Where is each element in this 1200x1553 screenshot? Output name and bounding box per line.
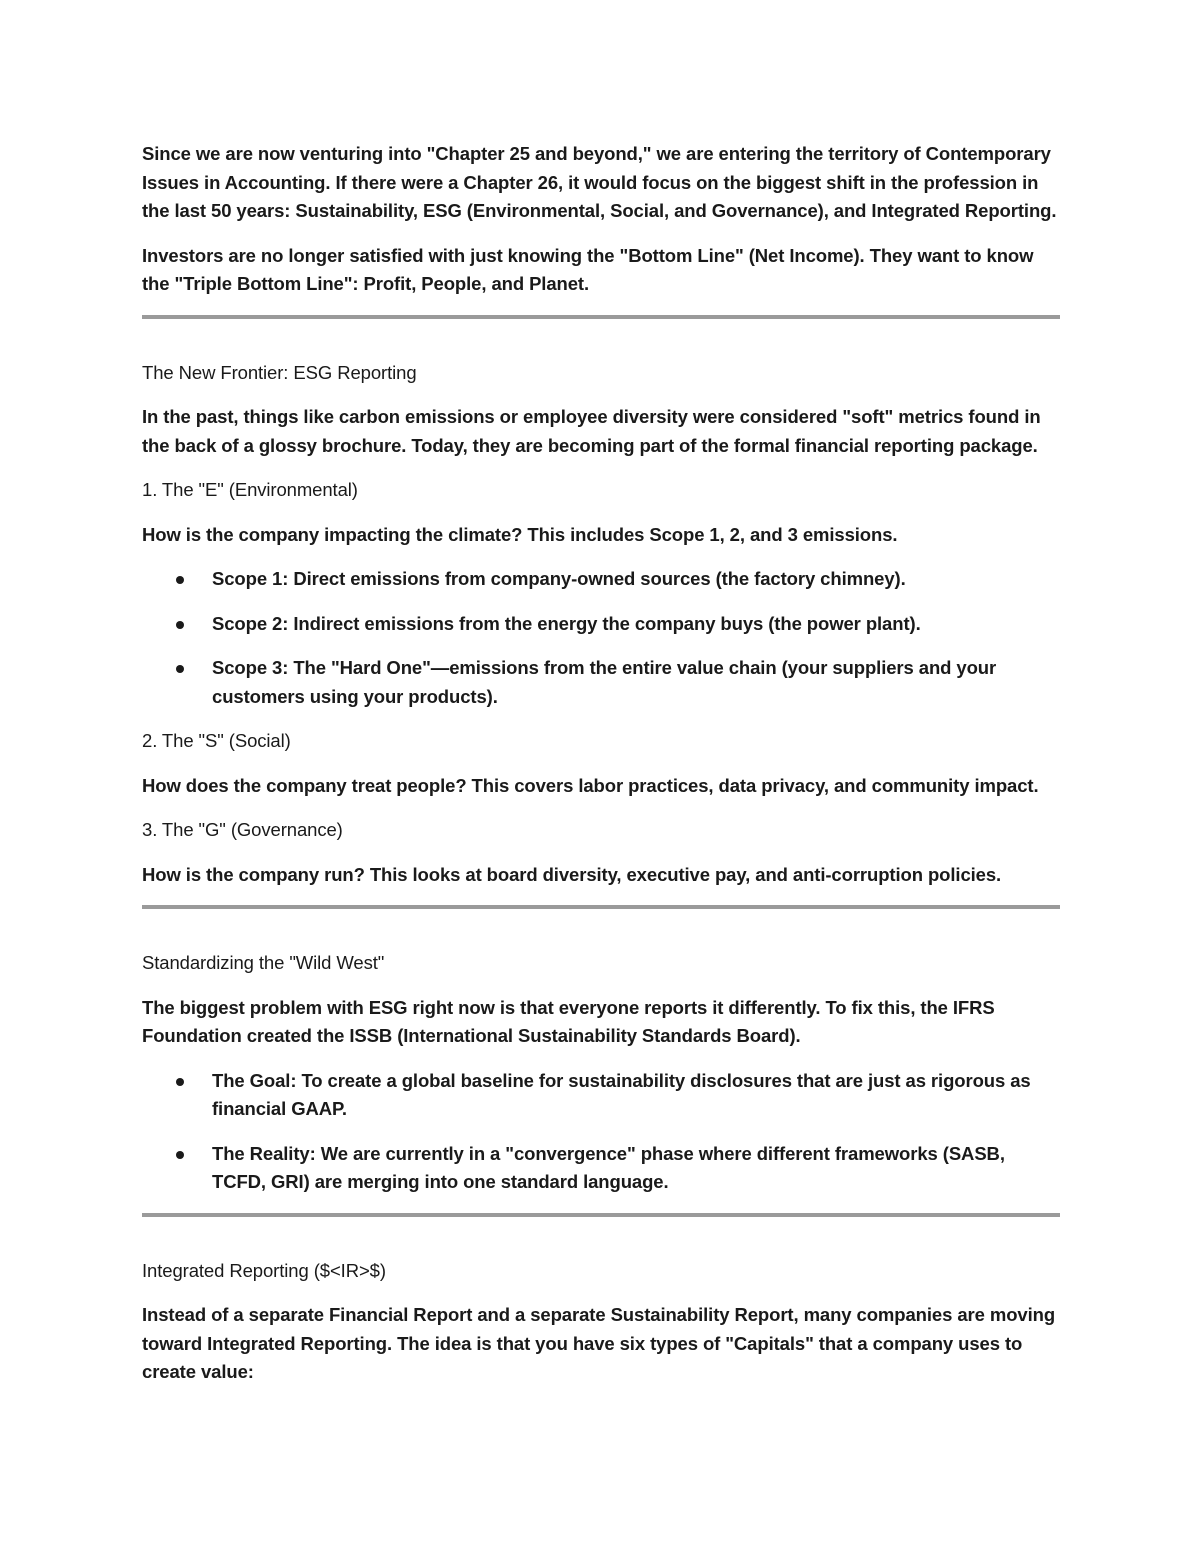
environmental-heading: 1. The "E" (Environmental) — [142, 479, 358, 500]
esg-intro-paragraph: In the past, things like carbon emissions or employee diversity were considered "soft" metrics found in the back of a glossy brochure. Today, they are becoming part of the formal financial reporting package. — [142, 406, 1041, 456]
bullet-icon — [176, 1078, 184, 1086]
list-item — [212, 610, 1060, 639]
bullet-icon — [176, 621, 184, 629]
list-item-text: Scope 2: Indirect emissions from the energy the company buys (the power plant). — [212, 612, 921, 634]
section-divider — [142, 1213, 1060, 1217]
standardizing-paragraph: The biggest problem with ESG right now is that everyone reports it differently. To fix this, the IFRS Foundation created the ISSB (International Sustainability Standards Board). — [142, 996, 995, 1046]
bullet-icon — [176, 665, 184, 673]
social-paragraph: How does the company treat people? This covers labor practices, data privacy, and community impact. — [142, 774, 1039, 796]
list-item — [212, 1140, 1060, 1197]
document-page — [142, 140, 1060, 1403]
section-divider — [142, 905, 1060, 909]
issb-list — [142, 1067, 1060, 1197]
triple-bottom-line-paragraph: Investors are no longer satisfied with just knowing the "Bottom Line" (Net Income). They want to know the "Triple Bottom Line": Profit, People, and Planet. — [142, 244, 1034, 294]
list-item — [212, 1067, 1060, 1124]
integrated-reporting-heading: Integrated Reporting ($<IR>$) — [142, 1259, 386, 1281]
social-heading: 2. The "S" (Social) — [142, 730, 291, 751]
integrated-reporting-paragraph: Instead of a separate Financial Report and a separate Sustainability Report, many companies are moving toward Integrated Reporting. The idea is that you have six types of "Capitals" that a company uses to create value: — [142, 1304, 1056, 1382]
list-item-text: The Goal: To create a global baseline for sustainability disclosures that are just as rigorous as financial GAAP. — [212, 1069, 1031, 1119]
list-item-text: Scope 3: The "Hard One"—emissions from the entire value chain (your suppliers and your customers using your products). — [212, 657, 997, 707]
section-divider — [142, 315, 1060, 319]
list-item — [212, 654, 1060, 711]
list-item-text: Scope 1: Direct emissions from company-owned sources (the factory chimney). — [212, 568, 906, 589]
environmental-paragraph: How is the company impacting the climate? This includes Scope 1, 2, and 3 emissions. — [142, 523, 898, 545]
governance-heading: 3. The "G" (Governance) — [142, 819, 343, 840]
list-item — [212, 565, 1060, 594]
standardizing-heading: Standardizing the "Wild West" — [142, 952, 385, 973]
governance-paragraph: How is the company run? This looks at board diversity, executive pay, and anti-corruption policies. — [142, 863, 1002, 885]
esg-section-heading: The New Frontier: ESG Reporting — [142, 361, 417, 383]
bullet-icon — [176, 1151, 184, 1159]
list-item-text: The Reality: We are currently in a "convergence" phase where different frameworks (SASB, TCFD, GRI) are merging into one standard language. — [212, 1142, 1005, 1192]
bullet-icon — [176, 576, 184, 584]
scope-list — [142, 565, 1060, 711]
intro-paragraph: Since we are now venturing into "Chapter 25 and beyond," we are entering the territory of Contemporary Issues in Accounting. If there were a Chapter 26, it would focus on the biggest shift in the profession in the last 50 years: Sustainability, ESG (Environmental, Social, and Governance), and Integrated Reporting. — [142, 143, 1057, 221]
